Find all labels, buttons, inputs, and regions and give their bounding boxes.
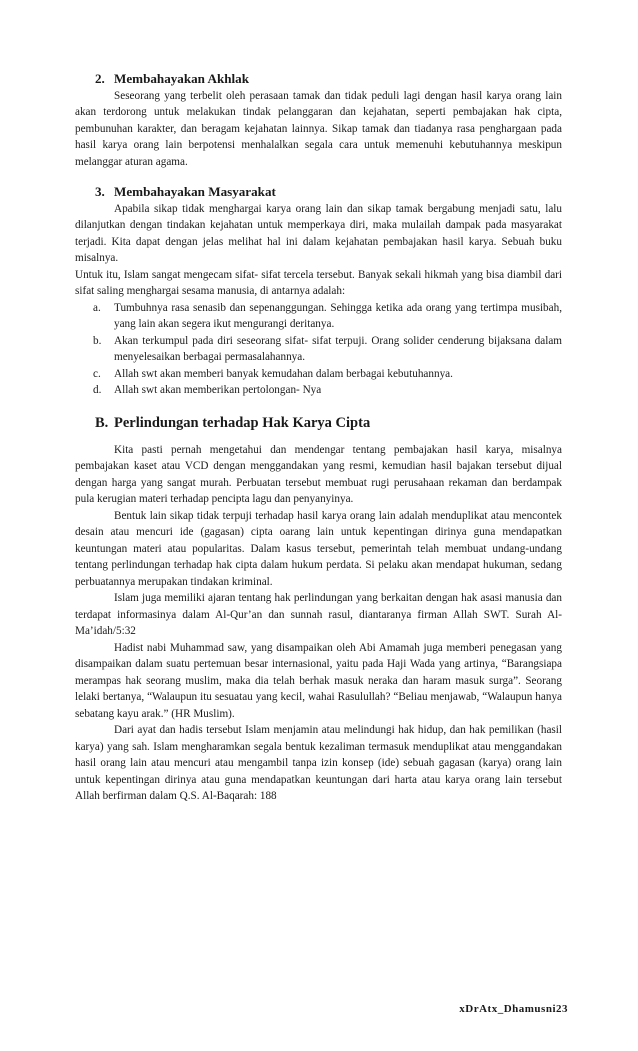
section-2-heading <box>75 71 562 88</box>
section-b-title: Perlindungan terhadap Hak Karya Cipta <box>114 414 371 431</box>
section-b-paragraph-1: Kita pasti pernah mengetahui dan mendengar tentang pembajakan hasil karya, misalnya pembajakan kaset atau VCD dengan menggandakan yang resmi, kemudian hasil bajakan tersebut dijual dengan harga yang sangat murah. Perbuatan tersebut membuat rugi perusahaan rekaman dan berdampak pula kerugian materi terhadap pencipta lagu dan penyanyinya. <box>75 443 562 505</box>
section-b-heading <box>75 413 562 433</box>
list-item <box>75 333 562 366</box>
section-b-paragraph-5: Dari ayat dan hadis tersebut Islam menjamin atau melindungi hak hidup, dan hak pemilikan (hasil karya) yang sah. Islam mengharamkan segala bentuk kezaliman termasuk menduplikat atau menggandakan hasil orang lain atau mencuri atau mengambil tanpa izin konsep (ide) sebuah gagasan (karya) orang lain untuk kepentingan dirinya atau guna mendapatkan keuntungan dari harta atau karya orang lain tersebut Allah berfirman dalam Q.S. Al-Baqarah: 188 <box>75 724 562 802</box>
list-item-text: Akan terkumpul pada diri seseorang sifat- sifat terpuji. Orang solider cenderung bijaksana dalam menyelesaikan berbagai permasalahannya. <box>114 334 562 363</box>
page-content <box>75 71 562 805</box>
section-2-title: Membahayakan Akhlak <box>114 71 249 86</box>
section-2-number: 2. <box>95 71 105 86</box>
page-footer-watermark: xDrAtx_Dhamusni23 <box>459 1003 568 1015</box>
section-3-heading <box>75 184 562 201</box>
list-item-text: Allah swt akan memberi banyak kemudahan dalam berbagai kebutuhannya. <box>114 367 453 380</box>
list-item-text: Tumbuhnya rasa senasib dan sepenanggungan. Sehingga ketika ada orang yang tertimpa musibah, yang lain akan segera ikut mengurangi deritanya. <box>114 301 562 330</box>
spacer <box>75 170 562 184</box>
section-b-paragraph-4: Hadist nabi Muhammad saw, yang disampaikan oleh Abi Amamah juga memberi penegasan yang disampaikan dalam suatu pertemuan besar internasional, yaitu pada Haji Wada yang artinya, “Barangsiapa merampas hak seorang muslim, maka dia telah berhak masuk neraka dan haram masuk surga”. Seorang lelaki bertanya, “Walaupun itu sesuatau yang kecil, wahai Rasulullah? “Beliau menjawab, “Walaupun hanya sebatang kayu arak.” (HR Muslim). <box>75 641 562 720</box>
list-item <box>75 382 562 399</box>
section-3-paragraph-2: Untuk itu, Islam sangat mengecam sifat- sifat tercela tersebut. Banyak sekali hikmah yang bisa diambil dari sifat saling menghargai sesama manusia, di antarnya adalah: <box>75 268 562 297</box>
section-b-number: B. <box>95 414 109 431</box>
list-marker: b. <box>93 334 102 347</box>
section-3-title: Membahayakan Masyarakat <box>114 184 276 199</box>
list-marker: d. <box>93 384 102 396</box>
list-marker: c. <box>93 367 101 380</box>
list-item-text: Allah swt akan memberikan pertolongan- Nya <box>114 384 322 396</box>
section-3-paragraph: Apabila sikap tidak menghargai karya orang lain dan sikap tamak bergabung menjadi satu, lalu dilanjutkan dengan tindakan kejahatan untuk memperkaya diri, maka mulailah dampak pada masyarakat terjadi. Kita dapat dengan jelas melihat hal ini dalam kejahatan pembajakan hasil karya. Sebuah buku misalnya. <box>75 202 562 264</box>
list-item <box>75 300 562 333</box>
section-b-paragraph-3: Islam juga memiliki ajaran tentang hak perlindungan yang berkaitan dengan hak asasi manusia dan terdapat informasinya dalam Al-Qur’an dan sunnah rasul, diantaranya firman Allah SWT. Surah Al-Ma’idah/5:32 <box>75 592 562 637</box>
hikmah-list <box>75 300 562 399</box>
list-item <box>75 366 562 383</box>
list-marker: a. <box>93 301 101 314</box>
section-2-paragraph: Seseorang yang terbelit oleh perasaan tamak dan tidak peduli lagi dengan hasil karya orang lain akan terdorong untuk melakukan tindak pelanggaran dan kejahatan, seperti pembajakan hak cipta, pembunuhan karakter, dan beragam kejahatan lainnya. Sikap tamak dan tiadanya rasa penghargaan pada hasil karya orang lain berpotensi menhalalkan segala cara untuk memenuhi kebutuhannya meskipun melanggar aturan agama. <box>75 89 562 168</box>
section-b-paragraph-2: Bentuk lain sikap tidak terpuji terhadap hasil karya orang lain adalah menduplikat atau mencontek desain atau mencuri ide (gagasan) cipta oarang lain untuk kepentingan dirinya guna mendapatkan keuntungan materi atau popularitas. Dalam kasus tersebut, pemerintah telah membuat undang-undang tentang perlindungan terhadap hak cipta dalam hukum perdata. Si pelaku akan mendapat hukuman, sedang perbuatannya merupakan tindakan kriminal. <box>75 509 562 588</box>
section-3-number: 3. <box>95 184 105 199</box>
